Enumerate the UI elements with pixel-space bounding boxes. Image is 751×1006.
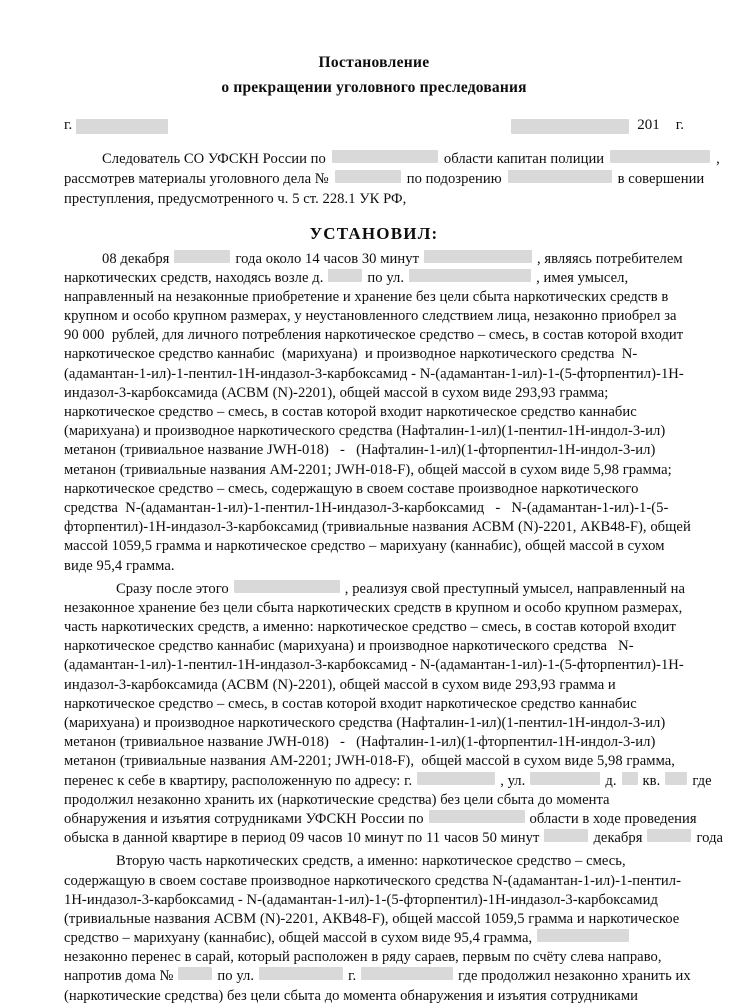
- body-line: наркотическое средство каннабис (марихуана) и производное наркотического средства N-: [64, 638, 634, 655]
- body-line: (марихуана) и производное наркотического средства (Нафталин-1-ил)(1-пентил-1Н-индол-3-ил): [64, 715, 666, 731]
- intro-line1-b: области капитан полиции: [443, 150, 605, 167]
- p2-addr-e: где: [692, 772, 712, 789]
- body-line: (тривиальные названия АСВМ (N)-2201, АКВ48-F), общей массой 1059,5 грамма и наркотическое: [64, 910, 680, 927]
- body-line: наркотическое средство – смесь, содержащую в своем составе производное наркотического: [64, 480, 639, 497]
- body-paragraph-1: [64, 250, 691, 576]
- body-line: (марихуана) и производное наркотического средства (Нафталин-1-ил)(1-пентил-1Н-индол-3-ил): [64, 423, 666, 440]
- p3-addr-c: г.: [348, 968, 357, 985]
- body-line: незаконно перенес в сарай, который расположен в ряду сараев, первым по счёту слева направо,: [64, 949, 662, 966]
- redacted-tail-1: [537, 929, 629, 942]
- p2-seiz-a: обнаружения и изъятия сотрудниками УФСКН России по: [64, 810, 424, 827]
- p2-l1-b: , реализуя свой преступный умысел, направленный на: [344, 580, 685, 597]
- body-line: виде 95,4 грамма.: [64, 557, 175, 574]
- redacted-suspect-name: [508, 170, 612, 183]
- redacted-street-1: [409, 269, 531, 282]
- body-line: индазол-3-карбоксамида (АСВМ (N)-2201), общей массой в сухом виде 293,93 грамма;: [64, 384, 609, 401]
- body-l2-b: по ул.: [367, 269, 405, 286]
- body-line: (наркотические средства) без цели сбыта до момента обнаружения и изъятия сотрудниками: [64, 987, 638, 1004]
- p2-addr-b: , ул.: [500, 772, 526, 789]
- body-l2-a: наркотических средств, находясь возле д.: [64, 269, 324, 286]
- redacted-street-3: [259, 967, 343, 980]
- body-line: Вторую часть наркотических средств, а именно: наркотическое средство – смесь,: [116, 853, 626, 870]
- body-line: 1Н-индазол-3-карбоксамид - N-(адамантан-1-ил)-1-(5-фторпентил)-1Н-индазол-3-карбоксамид: [64, 891, 658, 908]
- body-line: незаконное хранение без цели сбыта наркотических средств в крупном и особо крупном размерах,: [64, 599, 683, 616]
- body-line: метанон (тривиальные названия АМ-2201; JWH-018-F), общей массой в сухом виде 5,98 грамма;: [64, 461, 672, 478]
- body-l1-c: , являясь потребителем: [537, 250, 683, 267]
- redacted-year-1: [174, 250, 230, 263]
- p3-addr-a: напротив дома №: [64, 968, 174, 985]
- p3-addr-d: где продолжил незаконно хранить их: [458, 968, 691, 985]
- year-suffix: г.: [675, 116, 684, 133]
- redacted-person-1: [424, 250, 532, 263]
- redacted-house-1: [328, 269, 362, 282]
- body-line: (адамантан-1-ил)-1-пентил-1Н-индазол-3-карбоксамид - N-(адамантан-1-ил)-1-(5-фторпентил)-1Н-: [64, 365, 684, 382]
- document-body: [64, 52, 724, 1006]
- page-title: Постановление: [318, 54, 430, 71]
- page-subtitle: о прекращении уголовного преследования: [221, 78, 527, 96]
- body-l1-a: 08 декабря: [102, 250, 170, 267]
- redacted-year-3: [647, 829, 691, 842]
- redacted-case-number: [335, 170, 401, 183]
- redacted-city-3: [361, 967, 453, 980]
- body-line: средство – марихуану (каннабис), общей массой в сухом виде 95,4 грамма,: [64, 930, 533, 947]
- redacted-region-2: [429, 810, 525, 823]
- intro-line3: преступления, предусмотренного ч. 5 ст. 228.1 УК РФ,: [64, 191, 407, 208]
- redacted-day-3: [544, 829, 588, 842]
- p2-addr-a: перенес к себе в квартиру, расположенную по адресу: г.: [64, 772, 413, 789]
- body-line: наркотическое средство – смесь, в состав которой входит наркотическое средство каннабис: [64, 695, 637, 712]
- body-line: продолжил незаконно хранить их (наркотические средства) без цели сбыта до момента: [64, 791, 610, 808]
- body-line: (адамантан-1-ил)-1-пентил-1Н-индазол-3-карбоксамид - N-(адамантан-1-ил)-1-(5-фторпентил)-1Н-: [64, 657, 684, 674]
- body-line: индазол-3-карбоксамида (АСВМ (N)-2201), общей массой в сухом виде 293,93 грамма и: [64, 676, 616, 693]
- redacted-officer-name: [610, 150, 710, 163]
- redacted-flat-2: [665, 772, 687, 785]
- body-line: массой 1059,5 грамма и наркотическое средство – марихуану (каннабис), общей массой в сухом: [64, 538, 665, 555]
- body-line: крупном и особо крупном размерах, у неустановленного следствием лица, незаконно приобрел за: [64, 308, 677, 325]
- body-line: наркотическое средство – смесь, в состав которой входит наркотическое средство каннабис: [64, 404, 637, 420]
- redacted-date: [511, 119, 629, 134]
- intro-line1-c: ,: [716, 150, 720, 167]
- redacted-house-2: [622, 772, 638, 785]
- p3-addr-b: по ул.: [217, 968, 255, 985]
- body-paragraph-3: [64, 852, 691, 1006]
- p2-seiz-d: декабря: [593, 830, 643, 847]
- intro-line2-b: по подозрению: [406, 171, 502, 188]
- p2-seiz-c: обыска в данной квартире в период 09 часов 10 минут по 11 часов 50 минут: [64, 830, 540, 847]
- body-line: метанон (тривиальные названия АМ-2201; JWH-018-F), общей массой в сухом виде 5,98 грамма,: [64, 753, 675, 770]
- redacted-city: [76, 119, 168, 134]
- body-line: направленный на незаконные приобретение и хранение без цели сбыта наркотических средств в: [64, 288, 669, 305]
- redacted-house-3: [178, 967, 212, 980]
- redacted-street-2: [530, 772, 600, 785]
- body-line: фторпентил)-1Н-индазол-3-карбоксамид (тривиальные названия АСВМ (N)-2201, АКВ48-F), общей: [64, 519, 691, 536]
- city-label: г.: [64, 116, 73, 133]
- body-line: наркотическое средство каннабис (марихуана) и производное наркотического средства N-: [64, 346, 638, 363]
- p2-addr-d: кв.: [642, 772, 661, 789]
- redacted-city-2: [417, 772, 495, 785]
- document-title-block: [64, 52, 684, 99]
- p2-seiz-b: области в ходе проведения: [529, 810, 697, 827]
- body-line: содержащую в своем составе производное наркотического средства N-(адамантан-1-ил)-1-пентил-: [64, 872, 682, 889]
- redacted-person-2: [234, 580, 340, 593]
- body-line: 90 000 рублей, для личного потребления наркотическое средство – смесь, в состав которой входит: [64, 327, 684, 344]
- body-line: средства N-(адамантан-1-ил)-1-пентил-1Н-индазол-3-карбоксамид - N-(адамантан-1-ил)-1-(5-: [64, 499, 669, 516]
- section-heading-ustanovil: УСТАНОВИЛ:: [309, 223, 439, 243]
- year-prefix: 201: [637, 116, 660, 133]
- body-line: часть наркотических средств, а именно: наркотическое средство – смесь, в состав которой входит: [64, 619, 676, 636]
- body-l2-c: , имея умысел,: [536, 269, 629, 286]
- body-l1-b: года около 14 часов 30 минут: [235, 250, 420, 267]
- body-line: метанон (тривиальное название JWH-018) - (Нафталин-1-ил)(1-фторпентил-1Н-индол-3-ил): [64, 442, 656, 459]
- intro-line2-a: рассмотрев материалы уголовного дела №: [64, 171, 329, 188]
- intro-line2-c: в совершении: [617, 171, 705, 188]
- redacted-region: [332, 150, 438, 163]
- intro-paragraph: [64, 150, 720, 210]
- p2-l1-a: Сразу после этого: [116, 580, 229, 597]
- body-paragraph-2: [64, 580, 724, 849]
- p2-seiz-e: года: [696, 830, 724, 847]
- intro-line1-a: Следователь СО УФСКН России по: [102, 150, 326, 167]
- p2-addr-c: д.: [605, 772, 617, 789]
- place-date-line: [64, 117, 684, 134]
- body-line: метанон (тривиальное название JWH-018) - (Нафталин-1-ил)(1-фторпентил-1Н-индол-3-ил): [64, 734, 656, 751]
